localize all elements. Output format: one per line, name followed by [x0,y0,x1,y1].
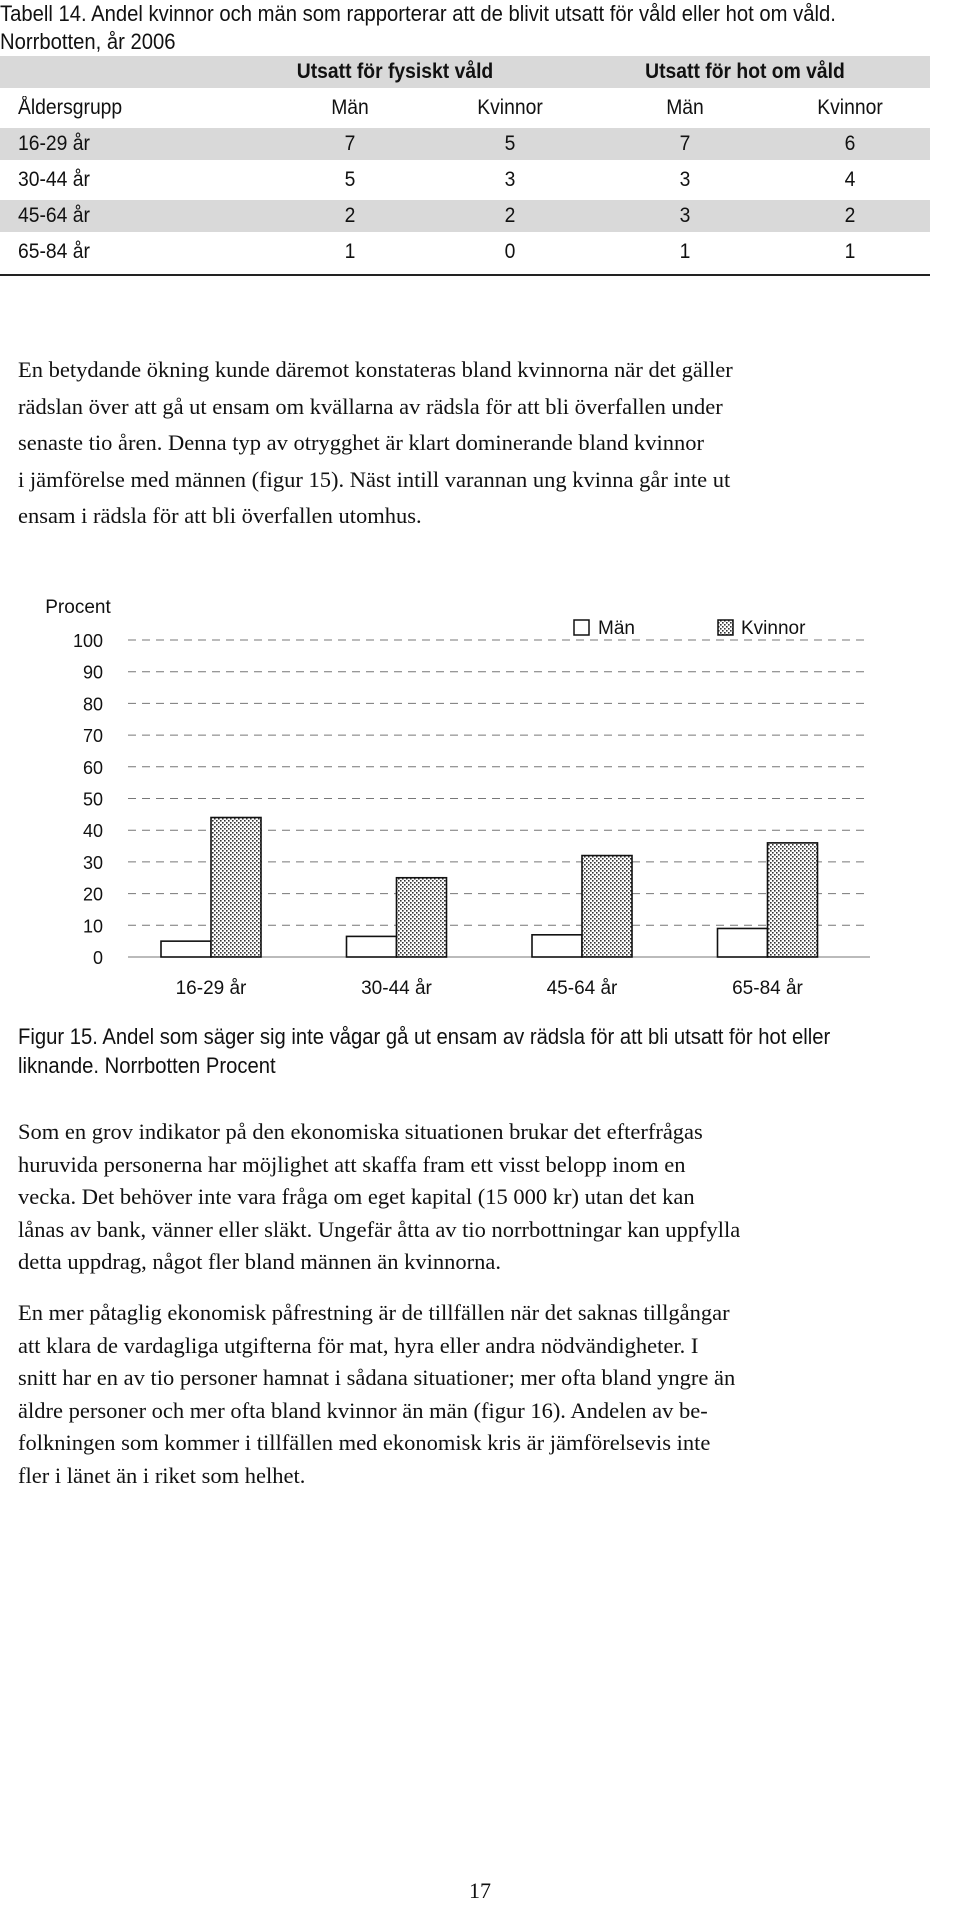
table-cell: 5 [504,132,516,155]
table-cell: 2 [504,204,516,227]
text-line: En betydande ökning kunde däremot konstateras bland kvinnorna när det gäller [18,357,733,382]
bar [211,818,261,957]
table-cell: 2 [344,204,356,227]
row-label: 65-84 år [18,240,90,263]
table-cell: 1 [844,240,856,263]
text-line: Som en grov indikator på den ekonomiska situationen brukar det efterfrågas [18,1119,703,1144]
table-caption [0,0,883,56]
bar [532,935,582,957]
y-tick-label: 60 [82,757,103,778]
page-number: 17 [469,1878,491,1903]
x-tick-label: 65-84 år [732,978,803,999]
legend-label-man: Män [598,618,635,639]
legend-label-women: Kvinnor [741,618,806,639]
y-tick-labels [73,631,103,968]
y-tick-label: 20 [82,884,103,905]
column-header: Män [666,96,704,119]
bar [582,856,632,957]
text-line: folkningen som kommer i tillfällen med ekonomisk kris är jämförelsevis inte [18,1430,711,1455]
table-cell: 6 [844,132,856,155]
column-header: Kvinnor [477,96,543,119]
table-cell: 7 [344,132,356,155]
y-tick-label: 0 [92,948,103,968]
table-row [0,128,930,160]
bar [768,843,818,957]
paragraph-fear [18,352,918,535]
table-cell: 3 [679,168,691,191]
table-cell: 1 [679,240,691,263]
text-line: senaste tio åren. Denna typ av otrygghet är klart dominerande bland kvinnor [18,430,705,455]
table-caption-line1: Tabell 14. Andel kvinnor och män som rapporterar att de blivit utsatt för våld eller hot om våld. [0,1,836,26]
y-tick-label: 70 [82,726,103,747]
column-header: Kvinnor [817,96,883,119]
legend [574,618,806,639]
table-bottom-rule [0,274,930,276]
table-cell: 3 [679,204,691,227]
bar [347,936,397,957]
bar [161,941,211,957]
bars [161,818,818,957]
text-line: i jämförelse med männen (figur 15). Näst intill varannan ung kvinna går inte ut [18,466,731,492]
text-line: att klara de vardagliga utgifterna för mat, hyra eller andra nödvändigheter. I [18,1332,699,1358]
text-line: vecka. Det behöver inte vara fråga om eget kapital (15 000 kr) utan det kan [18,1184,695,1209]
x-tick-labels [176,978,804,999]
table-cell: 3 [504,168,516,191]
y-tick-label: 100 [72,631,103,651]
group-header-threat: Utsatt för hot om våld [645,60,845,83]
row-label: 30-44 år [18,168,90,191]
figure-caption [18,1022,901,1080]
text-line: äldre personer och mer ofta bland kvinnor än män (figur 16). Andelen av be- [18,1397,708,1423]
y-tick-label: 10 [82,916,103,937]
table-cell: 4 [844,168,856,191]
table-group-header-row [0,56,930,88]
table-row [0,164,930,196]
x-tick-label: 45-64 år [546,978,618,999]
table-cell: 0 [504,240,516,263]
group-header-physical: Utsatt för fysiskt våld [296,60,494,83]
text-line: huruvida personerna har möjlighet att skaffa fram ett visst belopp inom en [18,1151,686,1177]
table-row [0,200,930,232]
legend-swatch-man [574,620,589,635]
y-tick-label: 90 [82,662,103,683]
bar [718,928,768,957]
text-line: rädslan över att gå ut ensam om kvällarna av rädsla för att bli överfallen under [18,393,723,419]
legend-swatch-women [718,620,733,635]
table-cell: 1 [344,240,356,263]
text-line: detta uppdrag, något fler bland männen än kvinnorna. [18,1249,501,1274]
text-line: lånas av bank, vänner eller släkt. Ungefär åtta av tio norrbottningar kan uppfylla [18,1216,741,1242]
x-tick-label: 30-44 år [361,978,432,999]
figure-15-chart [0,580,960,1010]
row-label: 45-64 år [18,204,90,227]
y-axis-label: Procent [45,597,111,618]
y-tick-label: 50 [82,789,103,810]
figure-caption-line1: Figur 15. Andel som säger sig inte vågar gå ut ensam av rädsla för att bli utsatt för hot eller [18,1024,831,1049]
text-line: En mer påtaglig ekonomisk påfrestning är de tillfällen när det saknas tillgångar [18,1300,730,1325]
table-cell: 7 [679,132,691,155]
text-line: fler i länet än i riket som helhet. [18,1462,306,1488]
table-cell: 2 [844,204,856,227]
x-tick-label: 16-29 år [175,978,247,999]
figure-caption-line2: liknande. Norrbotten Procent [18,1053,276,1078]
y-tick-label: 80 [82,694,103,715]
table-row [0,236,930,268]
bar [397,878,447,957]
paragraph-economy [18,1116,918,1279]
y-tick-label: 40 [82,821,103,842]
text-line: ensam i rädsla för att bli överfallen utomhus. [18,503,422,528]
table-column-header-row [0,92,930,124]
table-cell: 5 [344,168,356,191]
text-line: snitt har en av tio personer hamnat i sådana situationer; mer ofta bland yngre än [18,1365,736,1390]
paragraph-strain [18,1297,918,1492]
column-header: Män [331,96,369,119]
table-caption-line2: Norrbotten, år 2006 [0,29,176,54]
y-tick-label: 30 [82,852,103,873]
row-label: 16-29 år [18,132,90,155]
row-header-label: Åldersgrupp [18,96,123,119]
